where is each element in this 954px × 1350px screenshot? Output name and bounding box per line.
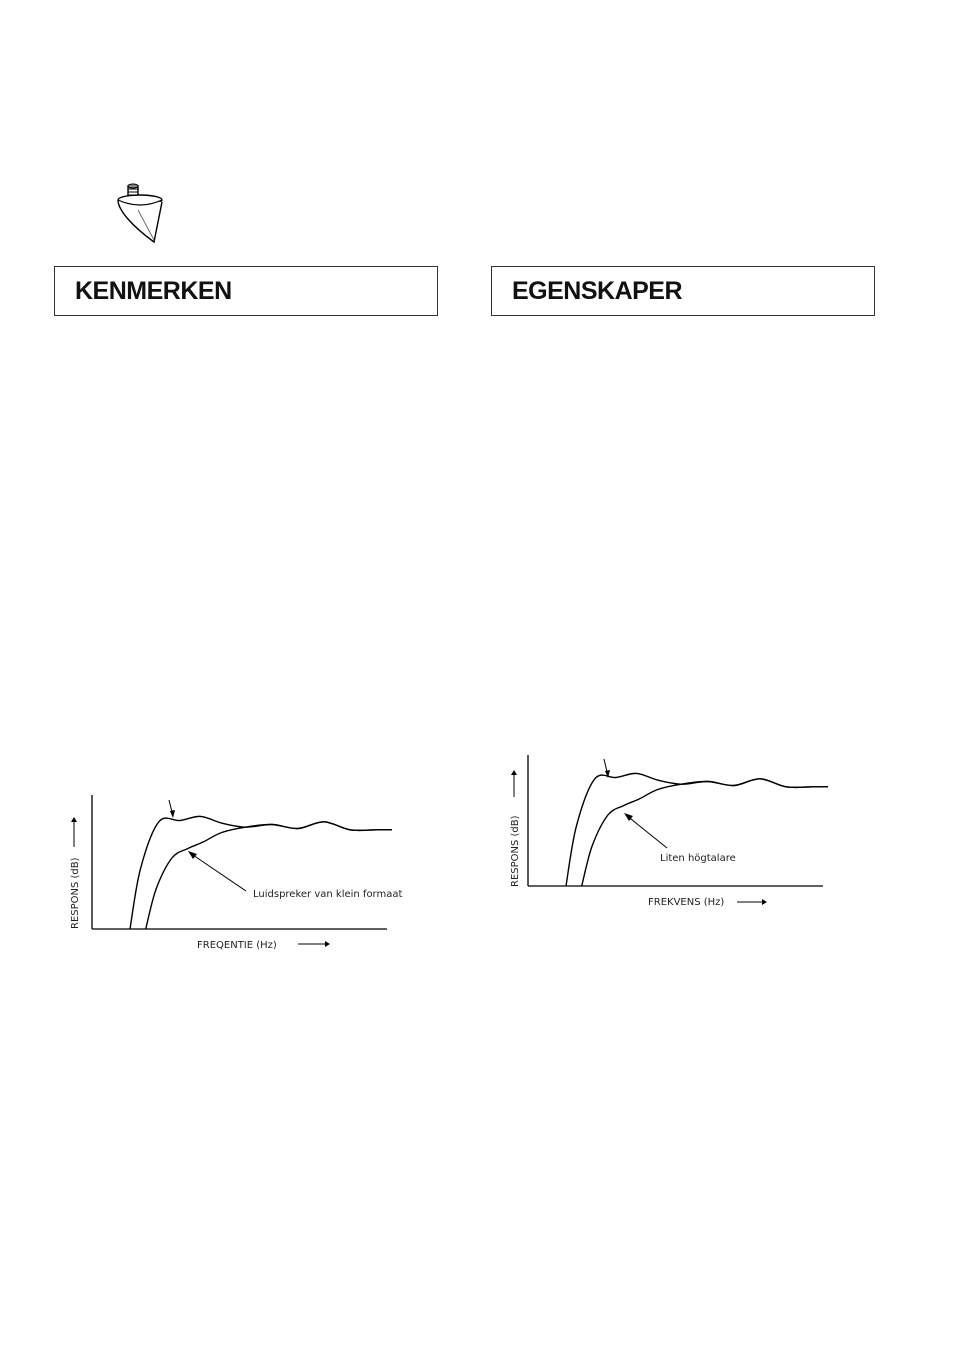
annotation-small-speaker: Luidspreker van klein formaat [253, 889, 403, 900]
heading-box-kenmerken [54, 266, 438, 316]
annotation-arrow-small-speaker [624, 813, 667, 848]
x-axis-label: FREQENTIE (Hz) [197, 940, 277, 951]
series-line-reference [130, 816, 392, 929]
annotation-arrow-reference [169, 800, 175, 818]
heading-box-egenskaper [491, 266, 875, 316]
annotation-small-speaker: Liten högtalare [660, 853, 736, 864]
x-axis-arrow [737, 899, 767, 905]
annotation-arrow-small-speaker [188, 851, 246, 891]
frequency-response-chart-nl [60, 785, 410, 955]
section-heading-egenskaper: EGENSKAPER [512, 276, 683, 305]
x-axis-label: FREKVENS (Hz) [648, 897, 725, 908]
speaker-spike-icon [112, 180, 168, 246]
x-axis-arrow [298, 941, 330, 947]
series-line-reference [566, 773, 828, 886]
y-axis-label: RESPONS (dB) [70, 857, 81, 929]
y-axis-arrow [71, 817, 77, 847]
y-axis-label: RESPONS (dB) [510, 815, 521, 887]
y-axis-arrow [511, 770, 517, 797]
frequency-response-chart-sv [500, 745, 840, 910]
series-line-small-speaker [582, 779, 828, 886]
series-line-small-speaker [146, 822, 392, 929]
section-heading-kenmerken: KENMERKEN [75, 276, 232, 305]
